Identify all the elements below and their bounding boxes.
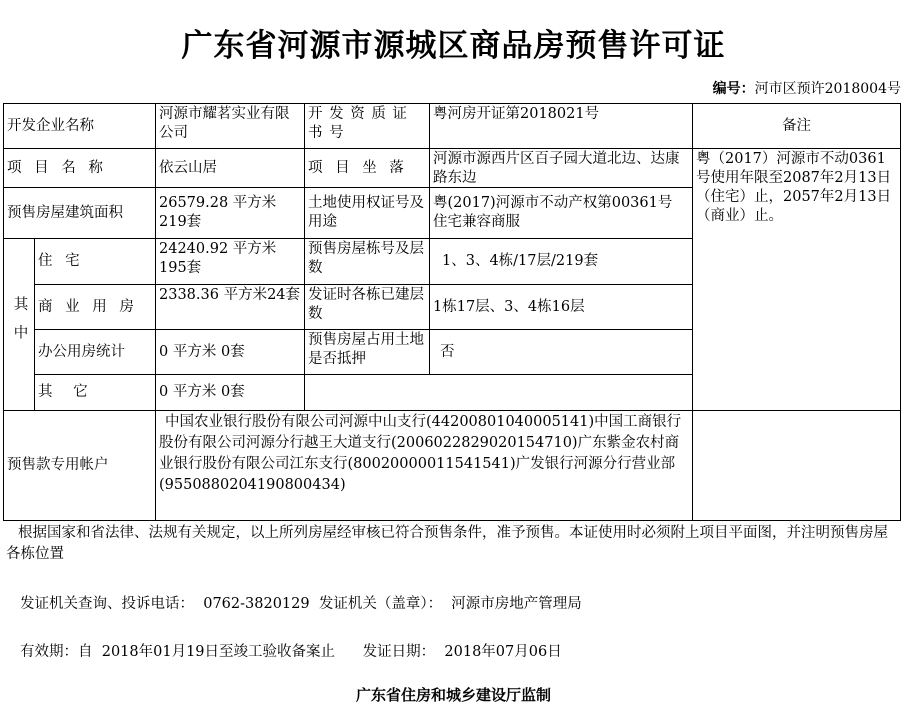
other-label: 其 它 [34,374,156,411]
presale-area-label: 预售房屋建筑面积 [3,187,156,239]
qualification-label: 开 发 资 质 证 书 号 [304,103,430,149]
building-floors-label: 预售房屋栋号及层数 [304,238,430,285]
certificate-number-label: 编号： [712,81,755,97]
project-name-value: 依云山居 [155,148,305,188]
account-value: 中国农业银行股份有限公司河源中山支行(44200801040005141)中国工商银行股份有限公司河源分行越王大道支行(2006022829020154710)广东紫金农村商业银行股份有限公司江东支行(80020000011541541)广发银行河源分行营业部(9550880204190800434) [155,410,693,521]
remarks-value: 粤（2017）河源市不动0361号使用年限至2087年2月13日（住宅）止，2057年2月13日（商业）止。 [692,148,901,411]
page-title: 广东省河源市源城区商品房预售许可证 [181,28,726,64]
other-blank-cell [304,374,693,411]
commercial-label: 商 业 用 房 [34,284,156,330]
location-value: 河源市源西片区百子园大道北边、达康路东边 [429,148,693,188]
remarks-label: 备注 [692,103,901,149]
account-blank-cell [692,410,901,521]
built-floors-value: 1栋17层、3、4栋16层 [429,284,693,330]
location-label: 项 目 坐 落 [304,148,430,188]
presale-area-value: 26579.28 平方米219套 [155,187,305,239]
developer-value: 河源市耀茗实业有限公司 [155,103,305,149]
approval-statement: 根据国家和省法律、法规有关规定，以上所列房屋经审核已符合预售条件，准予预售。本证使用时必须附上项目平面图，并注明预售房屋各栋位置 [6,525,888,562]
land-use-label: 土地使用权证号及用途 [304,187,430,239]
developer-label: 开发企业名称 [3,103,156,149]
permit-table [3,103,901,521]
building-floors-value: 1、3、4栋/17层/219套 [429,238,693,285]
other-value: 0 平方米 0套 [155,374,305,411]
issuer-contact-line: 发证机关查询、投诉电话： 0762-3820129 发证机关（盖章）： 河源市房地产管理局 [20,596,582,612]
built-floors-label: 发证时各栋已建层数 [304,284,430,330]
office-value: 0 平方米 0套 [155,329,305,375]
commercial-value: 2338.36 平方米24套 [155,284,305,330]
supervisor-footer: 广东省住房和城乡建设厅监制 [355,686,551,704]
residential-value: 24240.92 平方米195套 [155,238,305,285]
office-label: 办公用房统计 [34,329,156,375]
mortgage-value: 否 [429,329,693,375]
residential-label: 住 宅 [34,238,156,285]
mortgage-label: 预售房屋占用土地是否抵押 [304,329,430,375]
qualification-value: 粤河房开证第2018021号 [429,103,693,149]
account-label: 预售款专用帐户 [3,410,156,521]
land-use-value: 粤(2017)河源市不动产权第00361号 住宅兼容商服 [429,187,693,239]
among-label: 其中 [3,238,35,411]
project-name-label: 项 目 名 称 [3,148,156,188]
validity-line: 有效期：自 2018年01月19日至竣工验收备案止 发证日期： 2018年07月06日 [20,644,562,660]
certificate-number [713,78,901,98]
certificate-number-value: 河市区预许2018004号 [754,81,901,97]
